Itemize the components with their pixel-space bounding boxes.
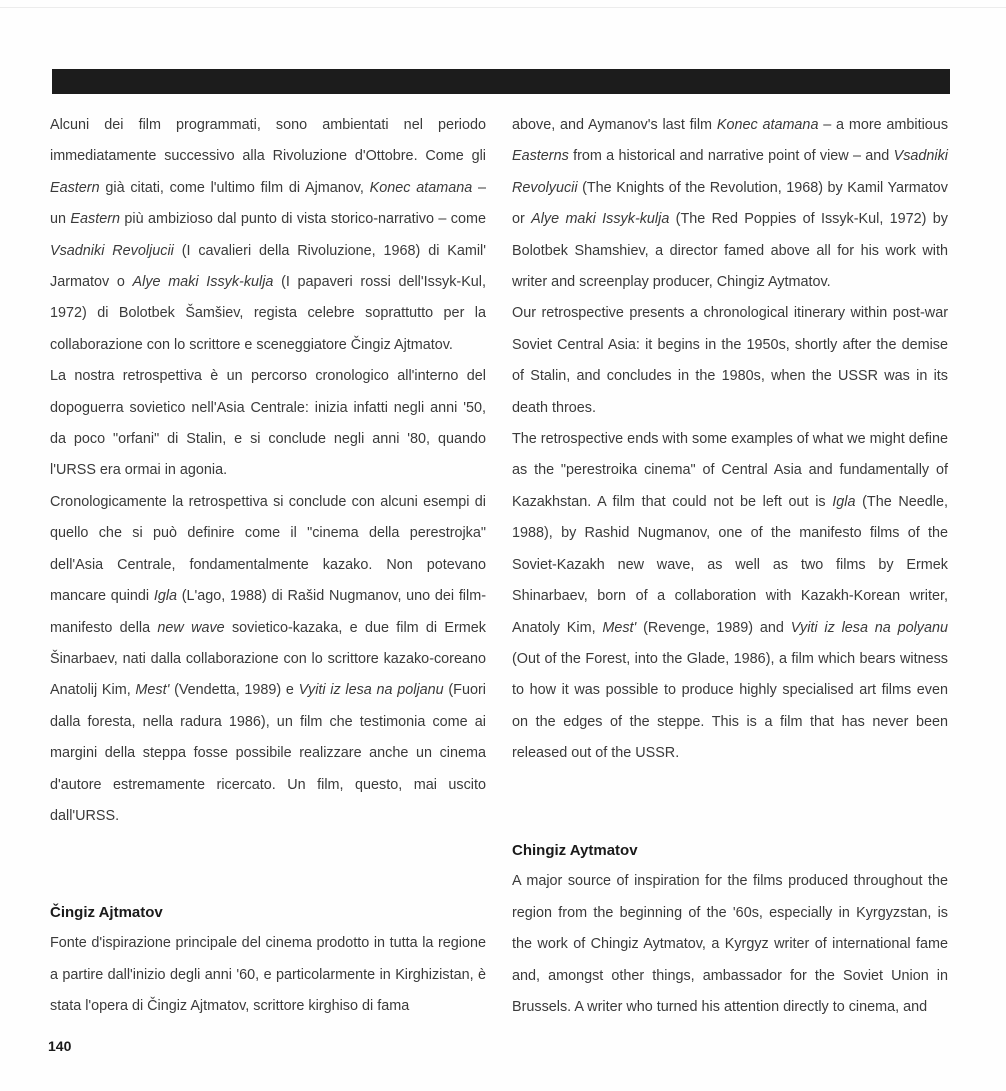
italian-paragraph-2: La nostra retrospettiva è un percorso cronologico all'interno del dopoguerra sovietico nell'Asia Centrale: inizia infatti negli anni '50, da poco "orfani" di Stalin, e si conclude negli anni '80, quando l'URSS era ormai in agonia. xyxy=(50,368,486,479)
english-section xyxy=(512,835,948,1023)
english-paragraph-2: Our retrospective presents a chronological itinerary within post-war Soviet Central Asia: it begins in the 1950s, shortly after the demise of Stalin, and concludes in the 1980s, when the USSR was in its death throes. xyxy=(512,305,948,416)
italian-heading: Čingiz Ajtmatov xyxy=(50,904,163,921)
italian-paragraph-3: Cronologicamente la retrospettiva si conclude con alcuni esempi di quello che si può definire come il "cinema della perestrojka" dell'Asia Centrale, fondamentalmente kazako. Non potevano mancare quindi Igla (L'ago, 1988) di Rašid Nugmanov, uno dei film-manifesto della new wave sovietico-kazaka, e due film di Ermek Šinarbaev, nati dalla collaborazione con lo scrittore kazako-coreano Anatolij Kim, Mest' (Vendetta, 1989) e Vyiti iz lesa na poljanu (Fuori dalla foresta, nella radura 1986), un film che testimonia come ai margini della steppa fosse possibile realizzare anche un cinema d'autore estremamente ricercato. Un film, questo, mai uscito dall'URSS. xyxy=(50,493,486,824)
italian-column xyxy=(50,110,486,832)
header-bar xyxy=(52,69,950,94)
english-heading: Chingiz Aytmatov xyxy=(512,842,638,859)
english-paragraph-1: above, and Aymanov's last film Konec atamana – a more ambitious Easterns from a historical and narrative point of view – and Vsadniki Revolyucii (The Knights of the Revolution, 1968) by Kamil Yarmatov or Alye maki Issyk-kulja (The Red Poppies of Issyk-Kul, 1972) by Bolotbek Shamshiev, a director famed above all for his work with writer and screenplay producer, Chingiz Aytmatov. xyxy=(512,117,949,291)
page-number: 140 xyxy=(48,1038,72,1054)
english-paragraph-3: The retrospective ends with some examples of what we might define as the "perestroika cinema" of Central Asia and fundamentally of Kazakhstan. A film that could not be left out is Igla (The Needle, 1988), by Rashid Nugmanov, one of the manifesto films of the Soviet-Kazakh new wave, as well as two films by Ermek Shinarbaev, born of a collaboration with Kazakh-Korean writer, Anatoly Kim, Mest' (Revenge, 1989) and Vyiti iz lesa na polyanu (Out of the Forest, into the Glade, 1986), a film which bears witness to how it was possible to produce highly specialised art films even on the edges of the steppe. This is a film that has never been released out of the USSR. xyxy=(512,431,948,762)
english-column xyxy=(512,110,948,770)
italian-section xyxy=(50,897,486,1023)
english-paragraph-4: A major source of inspiration for the films produced throughout the region from the beginning of the '60s, especially in Kyrgyzstan, is the work of Chingiz Aytmatov, a Kyrgyz writer of international fame and, amongst other things, ambassador for the Soviet Union in Brussels. A writer who turned his attention directly to cinema, and xyxy=(512,873,948,1016)
top-rule xyxy=(0,7,1006,8)
italian-paragraph-4: Fonte d'ispirazione principale del cinema prodotto in tutta la regione a partire dall'inizio degli anni '60, e particolarmente in Kirghizistan, è stata l'opera di Čingiz Ajtmatov, scrittore kirghiso di fama xyxy=(50,935,486,1015)
italian-paragraph-1: Alcuni dei film programmati, sono ambientati nel periodo immediatamente successivo alla Rivoluzione d'Ottobre. Come gli Eastern già citati, come l'ultimo film di Ajmanov, Konec atamana – un Eastern più ambizioso dal punto di vista storico-narrativo – come Vsadniki Revoljucii (I cavalieri della Rivoluzione, 1968) di Kamil' Jarmatov o Alye maki Issyk-kulja (I papaveri rossi dell'Issyk-Kul, 1972) di Bolotbek Šamšiev, regista celebre soprattutto per la collaborazione con lo scrittore e sceneggiatore Čingiz Ajtmatov. xyxy=(50,117,486,353)
